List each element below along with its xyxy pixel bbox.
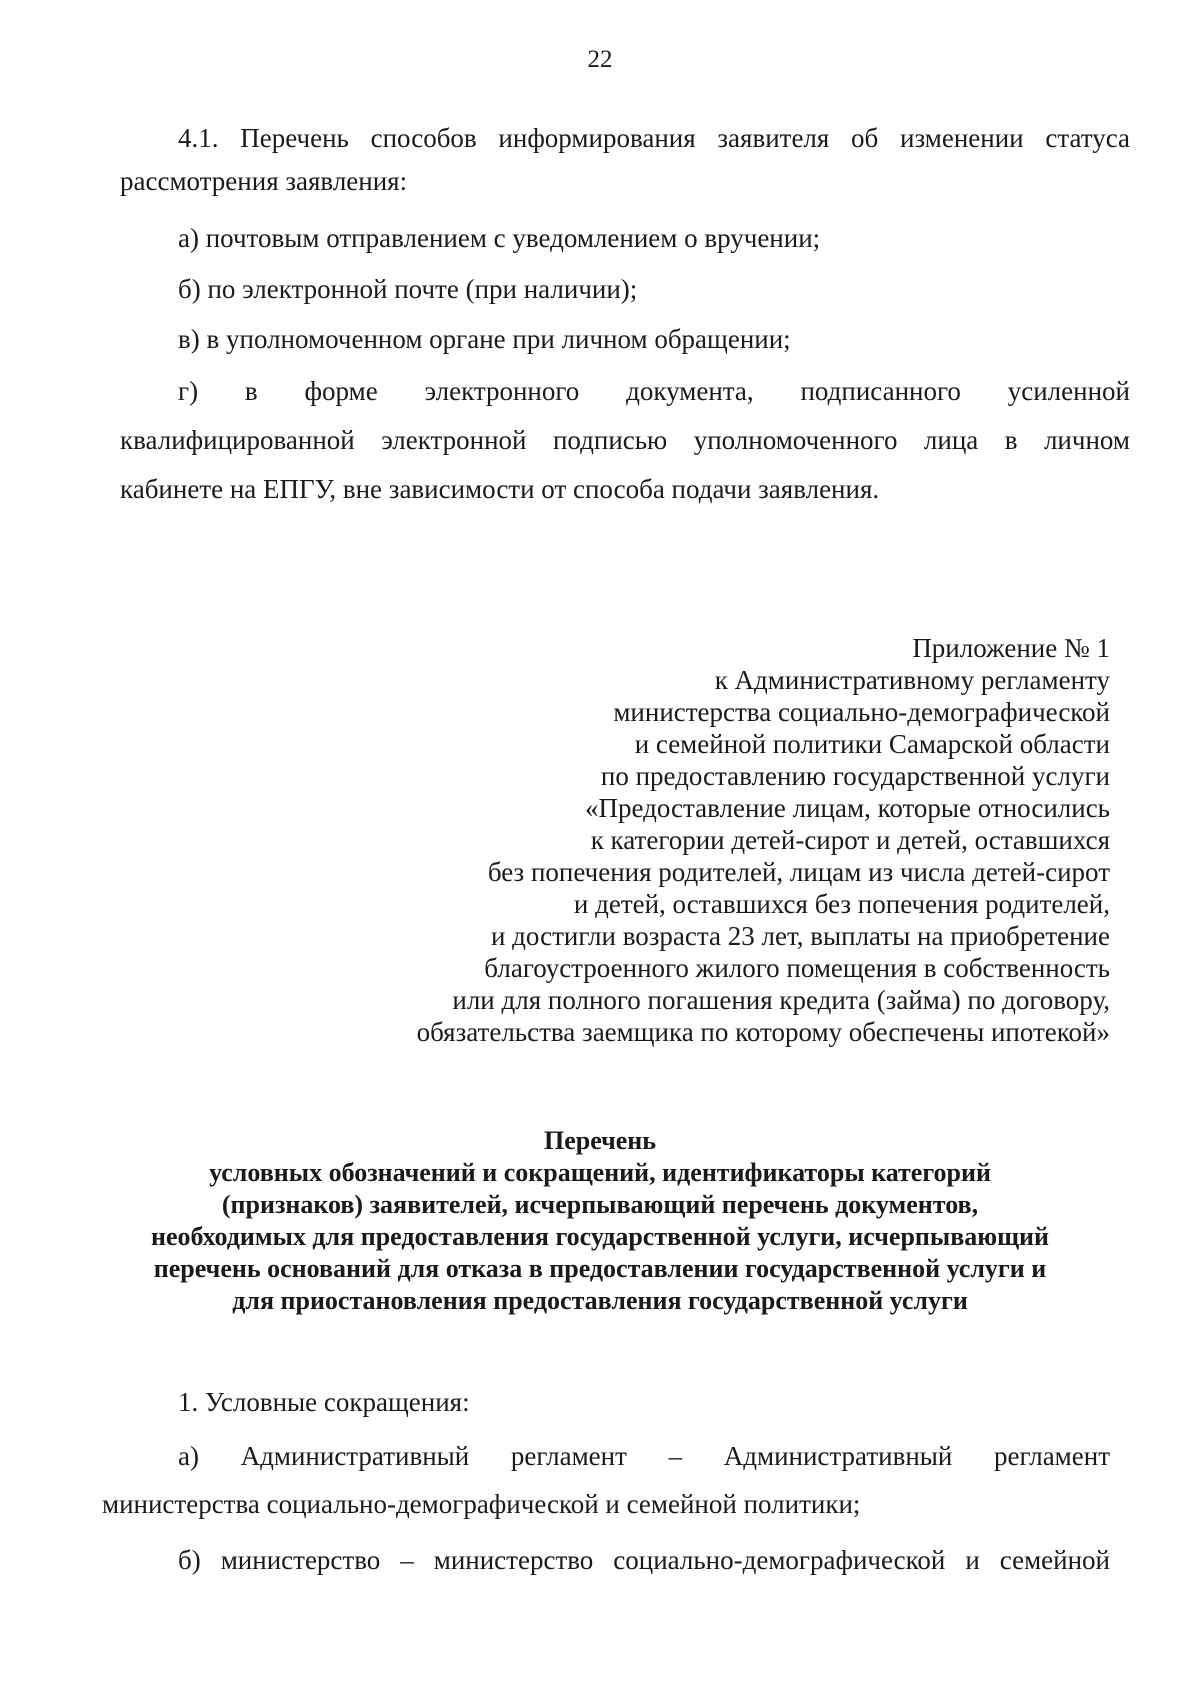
document-title	[80, 1125, 1120, 1317]
section-4-1-line-2: рассмотрения заявления:	[120, 166, 408, 196]
title-line: Перечень	[543, 1126, 657, 1155]
section-1-item-a-line-2: министерства социально-демографической и семейной политики;	[102, 1489, 861, 1519]
title-line: (признаков) заявителей, исчерпывающий перечень документов,	[221, 1190, 979, 1219]
list-item-g-line-2: квалифицированной электронной подписью уполномоченного лица в личном	[120, 425, 1130, 455]
title-line: для приостановления предоставления государственной услуги	[232, 1286, 968, 1315]
list-item-v: в) в уполномоченном органе при личном обращении;	[178, 324, 791, 354]
appendix-line: благоустроенного жилого помещения в собственность	[484, 953, 1110, 983]
section-1-item-b-line-1: б) министерство – министерство социально-демографической и семейной	[178, 1545, 1110, 1575]
appendix-line: министерства социально-демографической	[613, 697, 1110, 727]
section-4-1-line-1: 4.1. Перечень способов информирования заявителя об изменении статуса	[178, 123, 1130, 153]
appendix-line: по предоставлению государственной услуги	[600, 761, 1110, 791]
page-number: 22	[587, 46, 613, 73]
appendix-line: и детей, оставшихся без попечения родителей,	[573, 889, 1110, 919]
appendix-header	[350, 632, 1110, 1048]
title-line: перечень оснований для отказа в предоставлении государственной услуги и	[153, 1254, 1047, 1283]
list-item-g-line-1: г) в форме электронного документа, подписанного усиленной	[178, 376, 1130, 406]
appendix-line: обязательства заемщика по которому обеспечены ипотекой»	[416, 1017, 1110, 1047]
appendix-line: «Предоставление лицам, которые относились	[585, 793, 1110, 823]
appendix-line: или для полного погашения кредита (займа) по договору,	[452, 985, 1110, 1015]
list-item-g-line-3: кабинете на ЕПГУ, вне зависимости от способа подачи заявления.	[120, 474, 880, 504]
title-line: условных обозначений и сокращений, идентификаторы категорий	[209, 1158, 991, 1187]
appendix-line: и семейной политики Самарской области	[634, 729, 1110, 759]
section-1-heading: 1. Условные сокращения:	[178, 1387, 470, 1417]
appendix-line: Приложение № 1	[912, 633, 1110, 663]
list-item-a: а) почтовым отправлением с уведомлением о вручении;	[178, 223, 821, 253]
appendix-line: к категории детей-сирот и детей, оставшихся	[590, 825, 1110, 855]
title-line: необходимых для предоставления государственной услуги, исчерпывающий	[150, 1222, 1050, 1251]
appendix-line: к Административному регламенту	[714, 665, 1110, 695]
appendix-line: без попечения родителей, лицам из числа детей-сирот	[487, 857, 1110, 887]
section-1-item-a-line-1: а) Административный регламент – Административный регламент	[178, 1441, 1110, 1471]
appendix-line: и достигли возраста 23 лет, выплаты на приобретение	[490, 921, 1110, 951]
list-item-b: б) по электронной почте (при наличии);	[178, 274, 638, 304]
